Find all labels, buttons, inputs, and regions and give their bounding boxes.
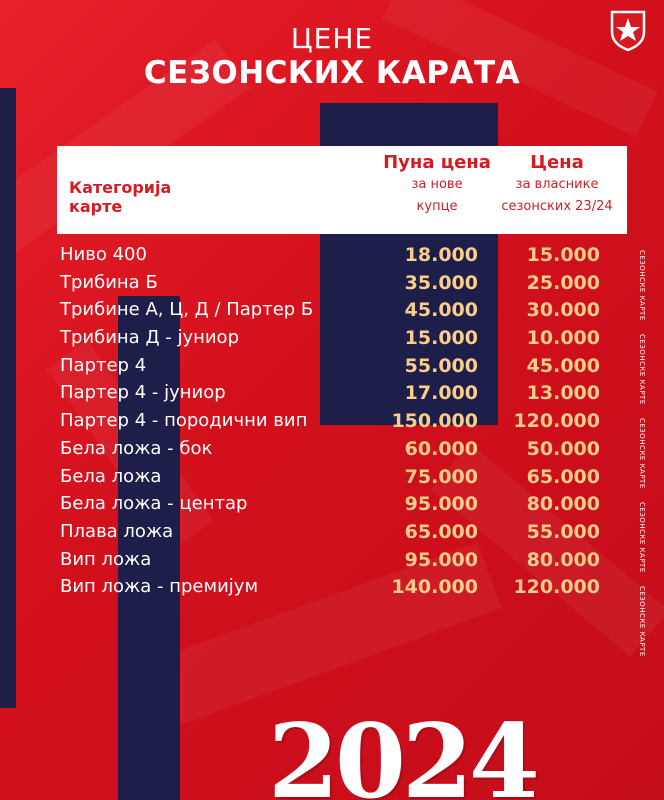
table-row [60,355,620,383]
owner-price: 50.000 [526,437,600,460]
table-row [60,382,620,410]
table-row [60,493,620,521]
owner-price: 30.000 [526,299,600,322]
table-row [60,299,620,327]
table-row [60,244,620,272]
sidebar-vertical-text [630,250,646,670]
row-label: Трибине А, Ц, Д / Партер Б [60,299,314,321]
table-row [60,438,620,466]
row-label: Вип ложа - премијум [60,576,259,598]
sidebar-label: СЕЗОНСКЕ КАРТЕ [638,502,646,573]
row-label: Партер 4 - породични вип [60,410,308,432]
row-label: Бела ложа - центар [60,493,248,515]
sidebar-label: СЕЗОНСКЕ КАРТЕ [638,418,646,489]
table-header [57,146,627,234]
full-price: 75.000 [404,465,478,488]
owner-price: 80.000 [526,548,600,571]
full-price: 60.000 [404,437,478,460]
owner-price: 80.000 [526,493,600,516]
owner-price-title: Цена [530,152,584,173]
full-price: 45.000 [404,299,478,322]
full-price: 95.000 [404,548,478,571]
title-line2: СЕЗОНСКИХ КАРАТА [143,55,521,91]
owner-price-header [477,152,637,218]
full-price-sub2: купце [416,199,458,214]
year-graphic: 2024 [268,702,536,800]
table-row [60,521,620,549]
owner-price: 10.000 [526,327,600,350]
table-row [60,576,620,604]
owner-price: 45.000 [526,354,600,377]
table-row [60,327,620,355]
sidebar-label: СЕЗОНСКЕ КАРТЕ [638,586,646,657]
row-label: Партер 4 [60,354,147,376]
table-row [60,410,620,438]
row-label: Плава ложа [60,520,174,542]
full-price: 95.000 [404,493,478,516]
price-table [60,244,620,604]
owner-price-sub1: за власнике [515,177,599,192]
full-price: 55.000 [404,354,478,377]
owner-price: 120.000 [513,410,600,433]
row-label: Партер 4 - јуниор [60,382,226,404]
navy-stripe-left [0,88,16,708]
row-label: Бела ложа - бок [60,437,213,459]
owner-price: 120.000 [513,576,600,599]
row-label: Трибина Б [60,271,158,293]
title-line1: ЦЕНЕ [290,22,374,55]
owner-price: 65.000 [526,465,600,488]
full-price-title: Пуна цена [383,152,491,173]
full-price-sub1: за нове [411,177,463,192]
row-label: Бела ложа [60,465,162,487]
full-price: 17.000 [404,382,478,405]
sidebar-label: СЕЗОНСКЕ КАРТЕ [638,250,646,321]
full-price: 65.000 [404,520,478,543]
row-label: Ниво 400 [60,244,147,265]
owner-price: 25.000 [526,271,600,294]
full-price: 18.000 [404,244,478,266]
owner-price: 15.000 [526,244,600,266]
row-label: Вип ложа [60,548,152,570]
owner-price-sub2: сезонских 23/24 [501,199,613,214]
full-price: 140.000 [391,576,478,599]
table-row [60,466,620,494]
owner-price: 55.000 [526,520,600,543]
full-price: 15.000 [404,327,478,350]
table-row [60,272,620,300]
row-label: Трибина Д - јуниор [60,327,239,349]
sidebar-label: СЕЗОНСКЕ КАРТЕ [638,334,646,405]
owner-price: 13.000 [526,382,600,405]
full-price: 150.000 [391,410,478,433]
full-price: 35.000 [404,271,478,294]
table-row [60,549,620,577]
category-header: Категорија карте [69,178,172,216]
